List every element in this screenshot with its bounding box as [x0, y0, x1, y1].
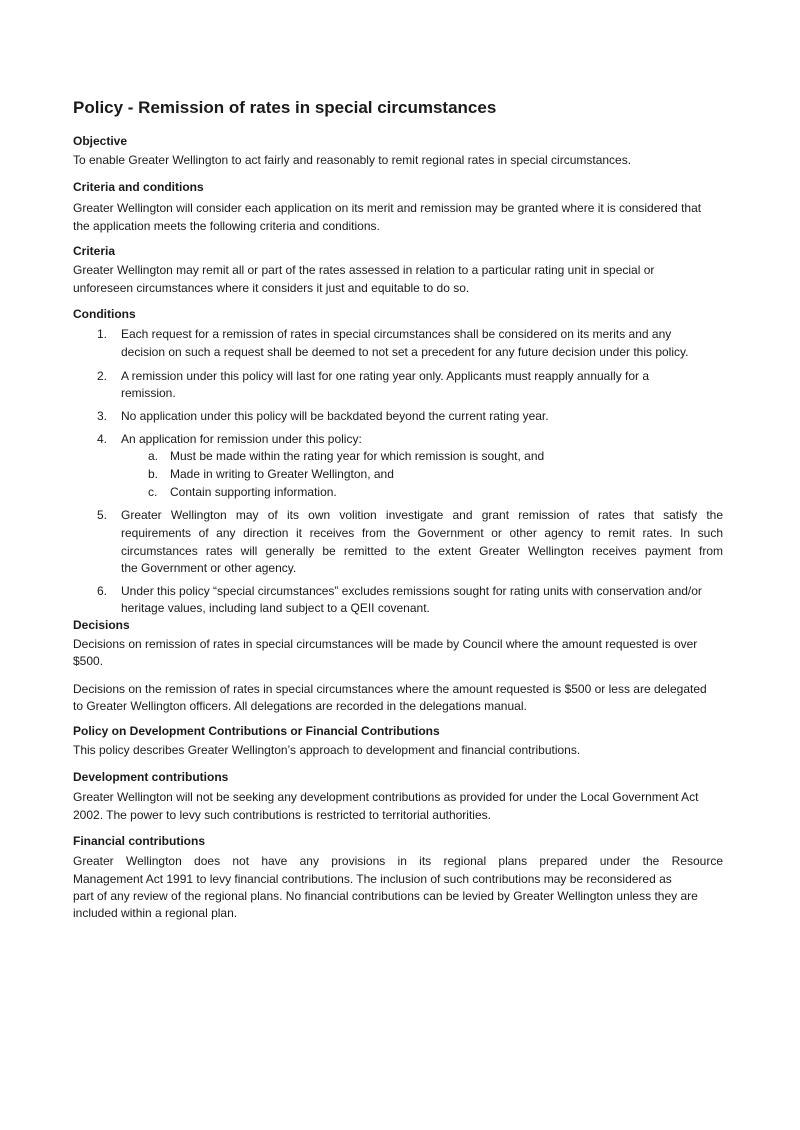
heading-development-contributions: Development contributions [73, 770, 229, 784]
heading-decisions: Decisions [73, 618, 130, 632]
sublist-item: Contain supporting information. [170, 485, 337, 499]
list-item: A remission under this policy will last for one rating year only. Applicants must reapply annually for a [121, 369, 650, 383]
list-item: Each request for a remission of rates in special circumstances shall be considered on its merits and any [121, 327, 672, 341]
policy-development-text: This policy describes Greater Wellington’s approach to development and financial contributions. [73, 743, 581, 757]
list-number: 3. [97, 409, 108, 423]
financial-contributions-text: part of any review of the regional plans. No financial contributions can be levied by Greater Wellington unless they are [73, 889, 698, 903]
list-item: No application under this policy will be backdated beyond the current rating year. [121, 409, 549, 423]
list-item: remission. [121, 386, 176, 400]
sublist-item: Made in writing to Greater Wellington, and [170, 467, 394, 481]
sublist-letter: b. [148, 467, 159, 481]
decisions-text: to Greater Wellington officers. All delegations are recorded in the delegations manual. [73, 699, 527, 713]
list-number: 1. [97, 327, 108, 341]
list-item: Under this policy “special circumstances” excludes remissions sought for rating units with conservation and/or [121, 584, 702, 598]
objective-text: To enable Greater Wellington to act fairly and reasonably to remit regional rates in special circumstances. [73, 153, 632, 167]
decisions-text: Decisions on the remission of rates in special circumstances where the amount requested is $500 or less are delegated [73, 682, 707, 696]
list-item: An application for remission under this policy: [121, 432, 362, 446]
criteria-text: unforeseen circumstances where it considers it just and equitable to do so. [73, 281, 470, 295]
list-number: 2. [97, 369, 108, 383]
criteria-text: Greater Wellington may remit all or part of the rates assessed in relation to a particular rating unit in special or [73, 263, 655, 277]
page-title: Policy - Remission of rates in special circumstances [73, 98, 497, 117]
list-item: Greater Wellington may of its own volition investigate and grant remission of rates that satisfy the [121, 508, 723, 522]
list-item: decision on such a request shall be deemed to not set a precedent for any future decision under this policy. [121, 345, 689, 359]
financial-contributions-text: Management Act 1991 to levy financial contributions. The inclusion of such contributions may be reconsidered as [73, 872, 672, 886]
sublist-letter: a. [148, 449, 159, 463]
heading-policy-development: Policy on Development Contributions or Financial Contributions [73, 724, 440, 738]
decisions-text: Decisions on remission of rates in special circumstances will be made by Council where the amount requested is over [73, 637, 698, 651]
list-number: 6. [97, 584, 108, 598]
financial-contributions-text: Greater Wellington does not have any provisions in its regional plans prepared under the Resource [73, 854, 723, 868]
list-item: the Government or other agency. [121, 561, 297, 575]
list-number: 5. [97, 508, 108, 522]
list-item: circumstances rates will generally be remitted to the extent Greater Wellington receives payment from [121, 544, 723, 558]
list-number: 4. [97, 432, 108, 446]
development-contributions-text: 2002. The power to levy such contributions is restricted to territorial authorities. [73, 808, 491, 822]
heading-conditions: Conditions [73, 307, 136, 321]
criteria-conditions-text: Greater Wellington will consider each application on its merit and remission may be granted where it is considered that [73, 201, 702, 215]
decisions-text: $500. [73, 654, 104, 668]
heading-objective: Objective [73, 134, 128, 148]
heading-criteria-and-conditions: Criteria and conditions [73, 180, 204, 194]
sublist-letter: c. [148, 485, 158, 499]
heading-criteria: Criteria [73, 244, 116, 258]
list-item: requirements of any direction it receives from the Government or other agency to remit rates. In such [121, 526, 723, 540]
list-item: heritage values, including land subject to a QEII covenant. [121, 601, 430, 615]
criteria-conditions-text: the application meets the following criteria and conditions. [73, 219, 380, 233]
development-contributions-text: Greater Wellington will not be seeking any development contributions as provided for under the Local Government Act [73, 790, 699, 804]
financial-contributions-text: included within a regional plan. [73, 906, 238, 920]
sublist-item: Must be made within the rating year for which remission is sought, and [170, 449, 545, 463]
heading-financial-contributions: Financial contributions [73, 834, 206, 848]
